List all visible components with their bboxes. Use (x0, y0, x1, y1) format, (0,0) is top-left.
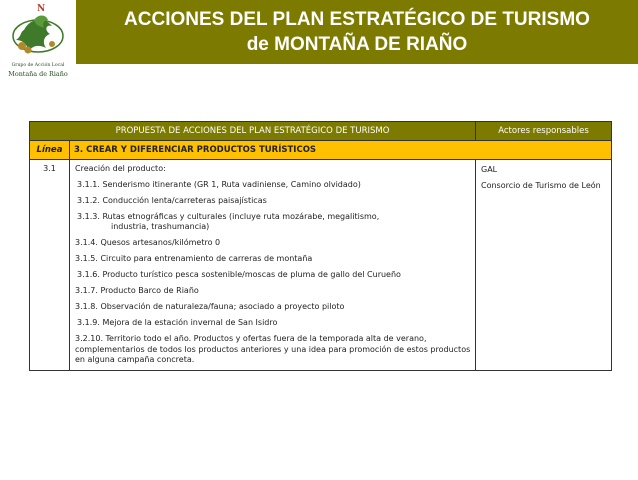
list-item: 3.1.2. Conducción lenta/carreteras paisajísticas (77, 195, 267, 205)
logo-letter: N (37, 4, 46, 14)
action-intro: Creación del producto: (75, 164, 166, 173)
actor-item: GAL (481, 165, 498, 174)
header-actors: Actores responsables (476, 122, 612, 141)
section-label: Línea (30, 141, 70, 160)
list-item: 3.1.8. Observación de naturaleza/fauna; asociado a proyecto piloto (75, 302, 345, 311)
oak-leaf-logo-icon (0, 0, 76, 64)
list-item: 3.1.4. Quesos artesanos/kilómetro 0 (75, 238, 221, 247)
logo-org-line1: Grupo de Acción Local (11, 63, 65, 68)
actions-table (29, 121, 612, 371)
list-item-continuation: industria, trashumancia) (111, 222, 210, 231)
section-title: 3. CREAR Y DIFERENCIAR PRODUCTOS TURÍSTICOS (70, 141, 612, 160)
list-item: 3.2.10. Territorio todo el año. Productos y ofertas fuera de la temporada alta de verano, complementarios de todos los productos anteriores y una idea para promoción de estos productos en alguna campaña concreta. (75, 334, 471, 364)
list-item: 3.1.9. Mejora de la estación invernal de San Isidro (77, 318, 278, 327)
list-item: 3.1.1. Senderismo itinerante (GR 1, Ruta vadiniense, Camino olvidado) (77, 179, 361, 189)
section-row (30, 141, 612, 160)
logo-org-line2: Montaña de Riaño (8, 70, 68, 78)
table-row (30, 160, 612, 371)
logo (0, 0, 76, 88)
header-proposals: PROPUESTA DE ACCIONES DEL PLAN ESTRATÉGICO DE TURISMO (30, 122, 476, 141)
actors-list (476, 160, 612, 371)
list-item: 3.1.7. Producto Barco de Riaño (75, 286, 199, 295)
actor-item: Consorcio de Turismo de León (481, 181, 601, 190)
action-list (70, 160, 476, 371)
list-item (75, 212, 471, 233)
list-item-line: 3.1.3. Rutas etnográficas y culturales (incluye ruta mozárabe, megalitismo, (77, 211, 380, 221)
list-item: 3.1.5. Circuito para entrenamiento de carreras de montaña (75, 254, 313, 263)
table-header-row (30, 122, 612, 141)
row-number: 3.1 (30, 160, 70, 371)
page-title-line1: ACCIONES DEL PLAN ESTRATÉGICO DE TURISMO (124, 9, 590, 30)
list-item: 3.1.6. Producto turístico pesca sostenible/moscas de pluma de gallo del Curueño (77, 270, 401, 279)
page-title-line2: de MONTAÑA DE RIAÑO (246, 34, 468, 55)
title-banner (76, 0, 638, 64)
